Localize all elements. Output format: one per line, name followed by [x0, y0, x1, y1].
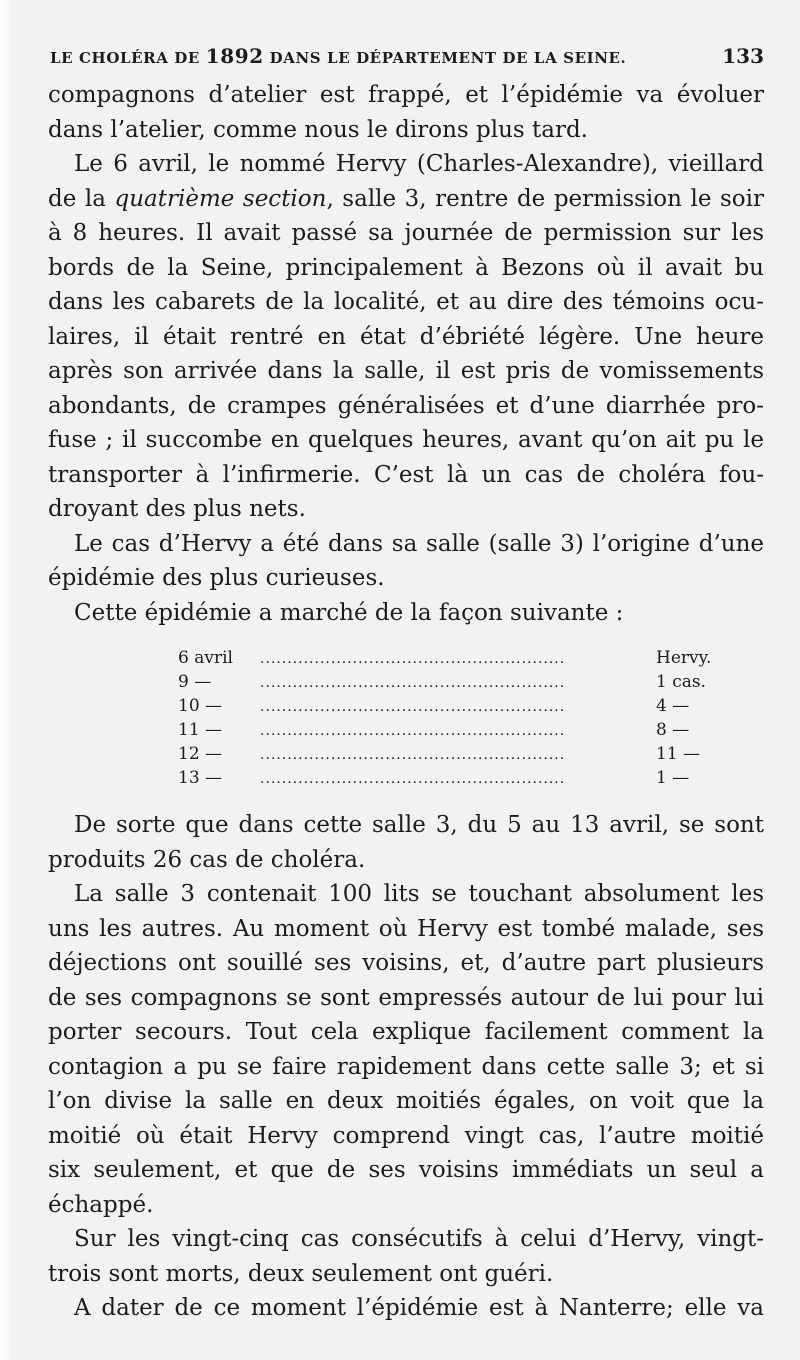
running-head: [50, 44, 764, 74]
table-leader-dots: ........................................................: [260, 651, 566, 667]
table-row: [178, 694, 730, 718]
text-line: fuse ; il succombe en quelques heures, avant qu’on ait pu le: [48, 427, 764, 453]
table-count: 4 —: [656, 696, 690, 716]
text-line: droyant des plus nets.: [48, 496, 306, 522]
running-title-part1: LE CHOLÉRA DE: [50, 49, 206, 67]
text-line: trois sont morts, deux seulement ont guéri.: [48, 1260, 554, 1287]
text-line: à 8 heures. Il avait passé sa journée de permission sur les: [48, 220, 764, 246]
table-leader-dots: ........................................................: [260, 699, 566, 715]
table-count: 1 —: [656, 768, 690, 788]
italic-section-name: quatrième section: [114, 185, 327, 212]
table-date: 12 —: [178, 744, 223, 764]
table-date: 9 —: [178, 672, 212, 692]
text-line: porter secours. Tout cela explique facilement comment la: [48, 1019, 764, 1045]
table-leader-dots: ........................................................: [260, 675, 566, 691]
table-row: [178, 670, 730, 694]
text-line: De sorte que dans cette salle 3, du 5 au 13 avril, se sont: [74, 812, 764, 838]
table-row: [178, 742, 730, 766]
text-line: contagion a pu se faire rapidement dans cette salle 3; et si: [48, 1053, 764, 1080]
table-leader-dots: ........................................................: [260, 747, 566, 763]
text-line: épidémie des plus curieuses.: [48, 565, 385, 591]
body-text-lower: [48, 808, 764, 1326]
text-line: Le 6 avril, le nommé Hervy (Charles-Alexandre), vieillard: [74, 151, 764, 177]
text-line: après son arrivée dans la salle, il est pris de vomissements: [48, 358, 764, 384]
text-segment: , salle 3, rentre de permission le soir: [326, 185, 764, 212]
text-line: déjections ont souillé ses voisins, et, d’autre part plusieurs: [48, 950, 764, 976]
text-line: produits 26 cas de choléra.: [48, 846, 366, 873]
running-title-year: 1892: [205, 44, 264, 68]
text-line: laires, il était rentré en état d’ébriété légère. Une heure: [48, 323, 764, 350]
table-date: 13 —: [178, 768, 223, 788]
text-line: l’on divise la salle en deux moitiés égales, on voit que la: [48, 1088, 764, 1114]
table-count: Hervy.: [656, 648, 712, 668]
text-line: Cette épidémie a marché de la façon suivante :: [74, 599, 624, 626]
text-line: La salle 3 contenait 100 lits se touchant absolument les: [74, 881, 764, 907]
text-line: compagnons d’atelier est frappé, et l’épidémie va évoluer: [48, 82, 764, 108]
table-row: [178, 718, 730, 742]
table-leader-dots: ........................................................: [260, 771, 566, 787]
text-line: abondants, de crampes généralisées et d’une diarrhée pro-: [48, 392, 764, 419]
table-date: 11 —: [178, 720, 223, 740]
running-title-part2: DANS LE DÉPARTEMENT DE LA SEINE.: [263, 49, 627, 67]
table-date: 6 avril: [178, 648, 233, 668]
epidemic-table: [178, 646, 730, 790]
text-line: dans l’atelier, comme nous le dirons plus tard.: [48, 116, 588, 143]
text-line: [48, 182, 764, 217]
table-date: 10 —: [178, 696, 223, 716]
text-line: dans les cabarets de la localité, et au dire des témoins ocu-: [48, 289, 764, 315]
text-line: de ses compagnons se sont empressés autour de lui pour lui: [48, 984, 764, 1011]
table-count: 1 cas.: [656, 672, 707, 692]
table-leader-dots: ........................................................: [260, 723, 566, 739]
text-segment: de la: [48, 185, 115, 212]
running-title: [50, 44, 626, 68]
text-line: A dater de ce moment l’épidémie est à Nanterre; elle va: [74, 1295, 764, 1321]
book-page: [42, 0, 764, 1360]
text-line: six seulement, et que de ses voisins immédiats un seul a: [48, 1157, 764, 1183]
text-line: moitié où était Hervy comprend vingt cas, l’autre moitié: [48, 1122, 764, 1149]
table-row: [178, 766, 730, 790]
text-line: Le cas d’Hervy a été dans sa salle (salle 3) l’origine d’une: [74, 530, 764, 557]
table-count: 8 —: [656, 720, 690, 740]
table-count: 11 —: [656, 744, 701, 764]
scan-edge: [0, 0, 14, 1360]
text-line: uns les autres. Au moment où Hervy est tombé malade, ses: [48, 915, 764, 942]
page-number: 133: [722, 44, 764, 68]
text-line: bords de la Seine, principalement à Bezons où il avait bu: [48, 254, 764, 281]
text-line: Sur les vingt-cinq cas consécutifs à celui d’Hervy, vingt-: [74, 1226, 764, 1252]
body-text-upper: [48, 78, 764, 630]
text-line: transporter à l’infirmerie. C’est là un cas de choléra fou-: [48, 461, 764, 488]
table-row: [178, 646, 730, 670]
text-line: échappé.: [48, 1191, 154, 1218]
